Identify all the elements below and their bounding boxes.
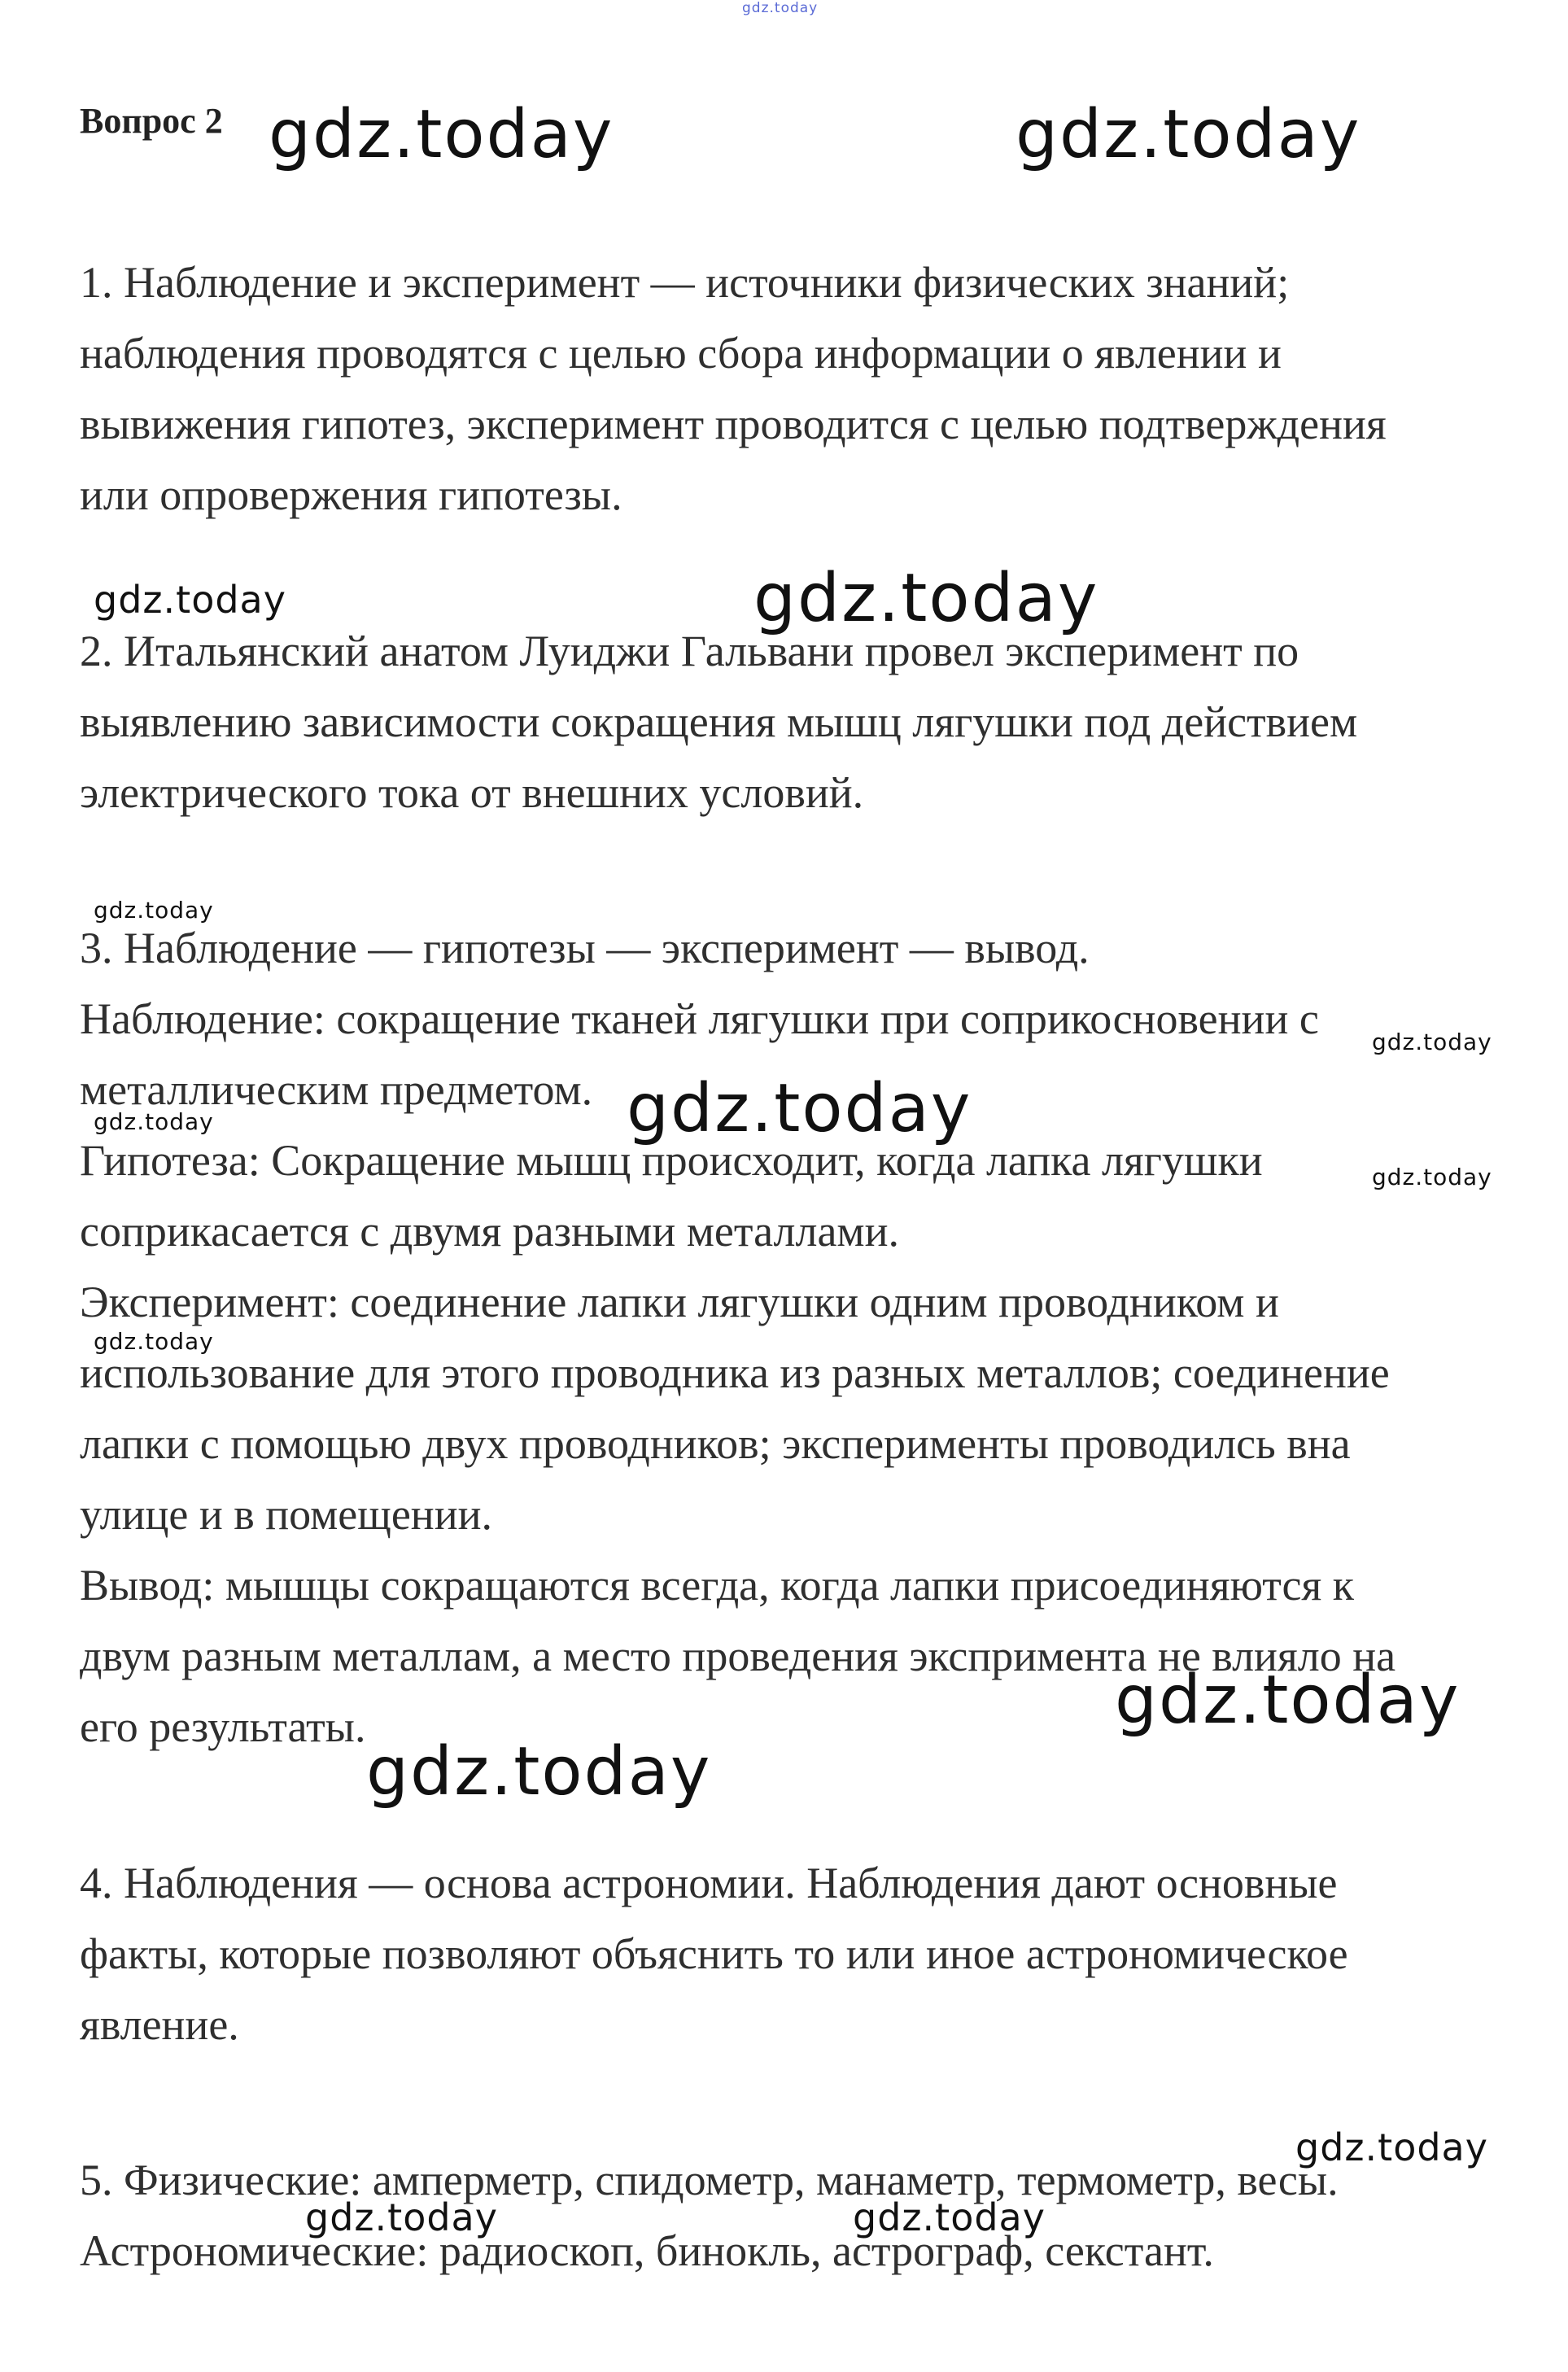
paragraph-5-line-2: Астрономические: радиоскоп, бинокль, астрограф, секстант. xyxy=(80,2226,1214,2275)
watermark: gdz.today xyxy=(1372,1029,1492,1055)
paragraph-1-line-4: или опровержения гипотезы. xyxy=(80,470,622,519)
paragraph-3-line-11: двум разным металлам, а место проведения экспримента не влияло на xyxy=(80,1632,1396,1680)
watermark: gdz.today xyxy=(1372,1164,1492,1190)
paragraph-2-line-2: выявлению зависимости сокращения мышц лягушки под действием xyxy=(80,697,1358,746)
paragraph-1-line-3: вывижения гипотез, эксперимент проводится с целью подтверждения xyxy=(80,400,1387,448)
watermark: gdz.today xyxy=(366,1733,712,1811)
paragraph-2-line-1: 2. Итальянский анатом Луиджи Гальвани провел эксперимент по xyxy=(80,627,1299,675)
watermark: gdz.today xyxy=(1295,2125,1488,2169)
watermark-top: gdz.today xyxy=(742,0,819,16)
watermark: gdz.today xyxy=(627,1070,972,1147)
paragraph-3-line-5: соприкасается с двумя разными металлами. xyxy=(80,1207,899,1256)
paragraph-3-line-6: Эксперимент: соединение лапки лягушки одним проводником и xyxy=(80,1278,1279,1326)
paragraph-5-line-1: 5. Физические: амперметр, спидометр, манаметр, термометр, весы. xyxy=(80,2156,1339,2204)
watermark: gdz.today xyxy=(753,560,1099,637)
paragraph-4-line-2: факты, которые позволяют объяснить то или иное астрономическое xyxy=(80,1929,1348,1978)
paragraph-4-line-1: 4. Наблюдения — основа астрономии. Наблюдения дают основные xyxy=(80,1859,1338,1907)
watermark: gdz.today xyxy=(94,1328,214,1355)
watermark: gdz.today xyxy=(1015,96,1361,173)
paragraph-3-line-7: использование для этого проводника из разных металлов; соединение xyxy=(80,1348,1390,1397)
paragraph-1-line-1: 1. Наблюдение и эксперимент — источники физических знаний; xyxy=(80,258,1290,307)
watermark: gdz.today xyxy=(1115,1662,1461,1739)
question-heading: Вопрос 2 xyxy=(80,101,223,141)
paragraph-3-line-9: улице и в помещении. xyxy=(80,1490,492,1539)
watermark: gdz.today xyxy=(305,2195,498,2239)
paragraph-2-line-3: электрического тока от внешних условий. xyxy=(80,768,864,817)
paragraph-3-line-8: лапки с помощью двух проводников; эксперименты проводилсь вна xyxy=(80,1419,1351,1468)
paragraph-3-line-12: его результаты. xyxy=(80,1702,366,1751)
watermark: gdz.today xyxy=(853,2195,1046,2239)
paragraph-3-line-2: Наблюдение: сокращение тканей лягушки при соприкосновении с xyxy=(80,994,1319,1043)
watermark: gdz.today xyxy=(94,897,214,924)
paragraph-3-line-1: 3. Наблюдение — гипотезы — эксперимент — вывод. xyxy=(80,924,1090,972)
paragraph-4-line-3: явление. xyxy=(80,2000,239,2049)
paragraph-1-line-2: наблюдения проводятся с целью сбора информации о явлении и xyxy=(80,329,1282,378)
watermark: gdz.today xyxy=(94,1108,214,1135)
watermark: gdz.today xyxy=(94,578,286,622)
paragraph-3-line-3: металлическим предметом. xyxy=(80,1065,593,1114)
watermark: gdz.today xyxy=(269,96,614,173)
paragraph-3-line-4: Гипотеза: Сокращение мышц происходит, когда лапка лягушки xyxy=(80,1136,1263,1185)
paragraph-3-line-10: Вывод: мышцы сокращаются всегда, когда лапки присоединяются к xyxy=(80,1561,1354,1610)
